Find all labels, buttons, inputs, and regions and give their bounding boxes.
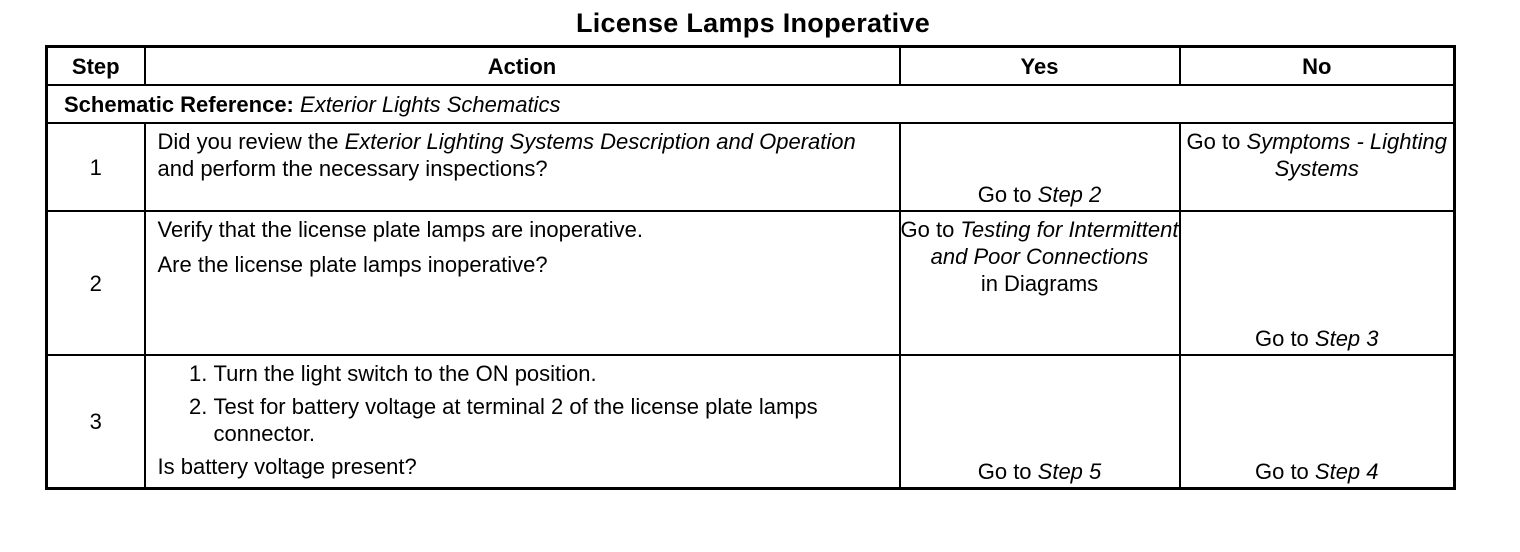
header-yes: Yes: [900, 47, 1180, 86]
yes-suffix: in Diagrams: [980, 271, 1099, 296]
no-prefix: Go to: [1254, 458, 1315, 484]
no-link[interactable]: Step 3: [1314, 326, 1379, 351]
action-cell: [145, 211, 900, 355]
schematic-reference: [47, 85, 1455, 123]
diagnostic-table: [45, 45, 1456, 490]
yes-cell: [900, 123, 1180, 211]
no-cell: [1180, 355, 1455, 488]
header-row: [47, 47, 1455, 86]
yes-prefix: Go to: [900, 217, 961, 242]
substep-item: 1. Turn the light switch to the ON position.: [214, 360, 889, 387]
yes-link[interactable]: Step 5: [1037, 458, 1102, 484]
yes-result: [901, 458, 1179, 485]
table-row-step-3: [47, 355, 1455, 488]
yes-prefix: Go to: [977, 182, 1038, 207]
action-question: Are the license plate lamps inoperative?: [157, 252, 548, 277]
action-text: and perform the necessary inspections?: [157, 156, 548, 181]
yes-prefix: Go to: [977, 458, 1038, 484]
schematic-reference-link[interactable]: Exterior Lights Schematics: [300, 91, 561, 117]
step-number: 3: [47, 355, 145, 488]
table-row-step-1: [47, 123, 1455, 211]
action-cell: [145, 355, 900, 488]
step-number: 2: [47, 211, 145, 355]
no-result: [1181, 325, 1454, 352]
yes-link[interactable]: Testing for Intermittent and Poor Connections: [930, 217, 1179, 269]
step-number: 1: [47, 123, 145, 211]
schematic-reference-row: [47, 85, 1455, 123]
no-link[interactable]: Symptoms - Lighting Systems: [1246, 129, 1447, 181]
yes-result: [901, 212, 1179, 297]
substep-list: [158, 360, 889, 447]
header-no: No: [1180, 47, 1455, 86]
action-question: Is battery voltage present?: [157, 454, 417, 479]
header-action: Action: [145, 47, 900, 86]
action-reference-link[interactable]: Exterior Lighting Systems Description and Operation: [344, 129, 856, 154]
schematic-reference-label: Schematic Reference:: [64, 91, 294, 117]
no-link[interactable]: Step 4: [1314, 458, 1379, 484]
no-result: [1181, 458, 1454, 485]
header-step: Step: [47, 47, 145, 86]
yes-result: [901, 181, 1179, 208]
table-row-step-2: [47, 211, 1455, 355]
action-cell: [145, 123, 900, 211]
yes-link[interactable]: Step 2: [1037, 182, 1102, 207]
substep-item: 2. Test for battery voltage at terminal 2 of the license plate lamps connector.: [214, 393, 889, 447]
no-prefix: Go to: [1186, 129, 1247, 154]
action-text: Did you review the: [157, 129, 345, 154]
action-instruction: Verify that the license plate lamps are inoperative.: [157, 217, 643, 242]
no-cell: [1180, 211, 1455, 355]
no-cell: [1180, 123, 1455, 211]
yes-cell: [900, 211, 1180, 355]
yes-cell: [900, 355, 1180, 488]
no-prefix: Go to: [1254, 326, 1315, 351]
no-result: [1181, 124, 1454, 182]
page-title: License Lamps Inoperative: [575, 8, 931, 38]
